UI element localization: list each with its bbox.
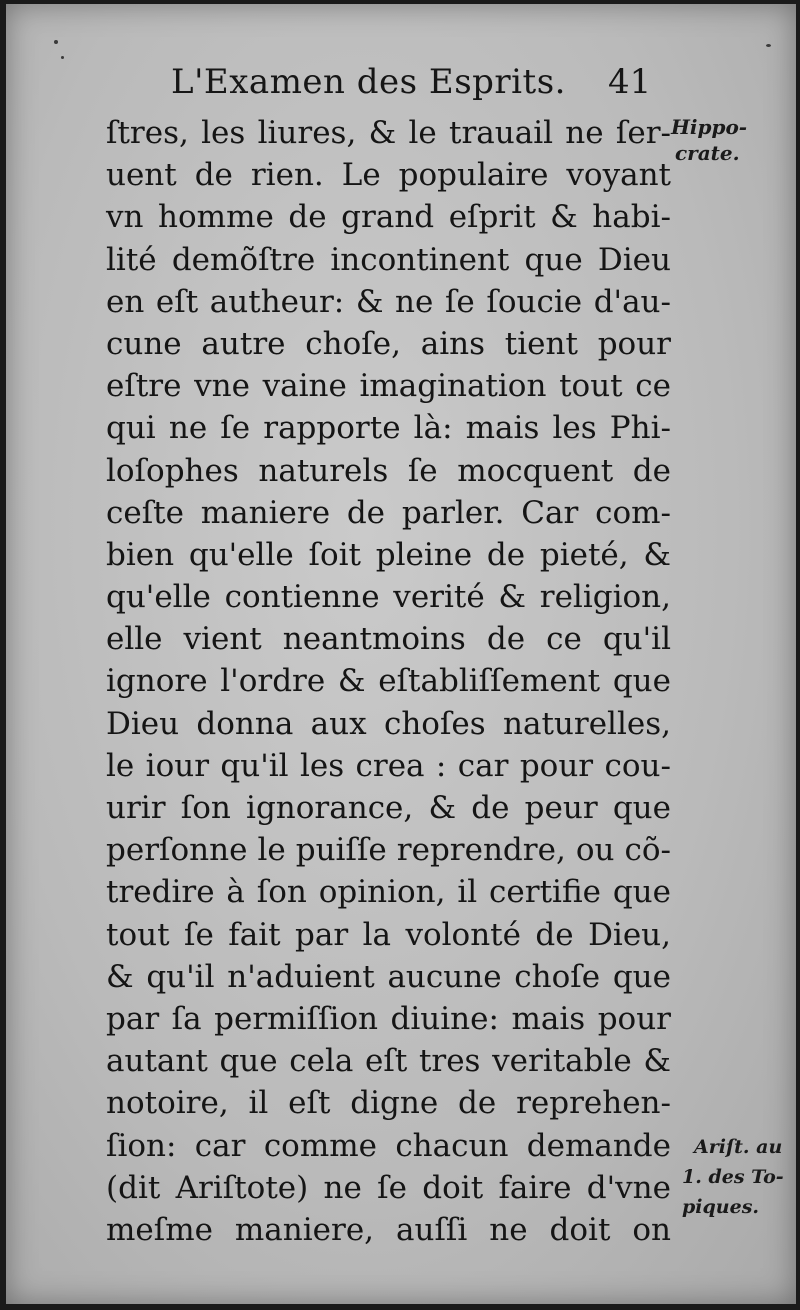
text-line: eſtre vne vaine imagination tout ce <box>106 368 671 405</box>
text-line: qu'elle contienne verité & religion, <box>106 579 671 616</box>
text-line: (dit Ariſtote) ne ſe doit faire d'vne <box>106 1169 671 1206</box>
text-line: cune autre choſe, ains tient pour <box>106 325 671 362</box>
text-line: ſtres, les liures, & le trauail ne ſer- <box>106 115 671 151</box>
text-line: perſonne le puiſſe reprendre, ou cõ- <box>106 832 671 869</box>
marginal-line: piques. <box>682 1196 760 1218</box>
text-line: vn homme de grand eſprit & habi- <box>106 199 671 236</box>
ink-speck <box>61 56 64 59</box>
text-line: loſophes naturels ſe mocquent de <box>106 452 671 489</box>
text-line: ſion: car comme chacun demande <box>106 1127 671 1164</box>
text-line: & qu'il n'aduient aucune choſe que <box>106 958 671 995</box>
marginal-line: crate. <box>675 141 740 165</box>
text-line: par ſa permiſſion diuine: mais pour <box>106 1000 671 1037</box>
text-line: uent de rien. Le populaire voyant <box>106 157 671 194</box>
text-line: lité demõſtre incontinent que Dieu <box>106 241 671 278</box>
text-line: le iour qu'il les crea : car pour cou- <box>106 747 671 784</box>
marginal-line: 1. des To- <box>682 1166 784 1188</box>
text-line: ignore l'ordre & eſtabliſſement que <box>106 663 671 700</box>
text-line: Dieu donna aux choſes naturelles, <box>106 705 671 742</box>
text-line: tout ſe fait par la volonté de Dieu, <box>106 916 671 953</box>
marginal-line: Hippo- <box>671 115 748 139</box>
page-number: 41 <box>608 62 652 102</box>
text-line: ceſte maniere de parler. Car com- <box>106 494 671 531</box>
marginal-note-hippocrate <box>671 114 747 166</box>
ink-speck <box>54 40 58 44</box>
marginal-note-aristote <box>682 1132 784 1222</box>
text-line: en eſt autheur: & ne ſe ſoucie d'au- <box>106 283 671 320</box>
text-line: notoire, il eſt digne de reprehen- <box>106 1085 671 1122</box>
text-line: bien qu'elle ſoit pleine de pieté, & <box>106 536 671 573</box>
text-line: autant que cela eſt tres veritable & <box>106 1043 671 1080</box>
text-line: meſme maniere, auſſi ne doit on <box>106 1211 671 1248</box>
book-page <box>6 4 796 1304</box>
text-line: urir ſon ignorance, & de peur que <box>106 790 671 826</box>
text-line: tredire à ſon opinion, il certifie que <box>106 874 671 911</box>
running-title: L'Examen des Esprits. <box>171 62 566 102</box>
marginal-line: Ariſt. au <box>694 1136 783 1158</box>
running-head <box>171 62 671 106</box>
ink-speck <box>766 44 771 47</box>
body-text <box>106 112 671 1251</box>
text-line: qui ne ſe rapporte là: mais les Phi- <box>106 410 671 447</box>
text-line: elle vient neantmoins de ce qu'il <box>106 621 671 658</box>
